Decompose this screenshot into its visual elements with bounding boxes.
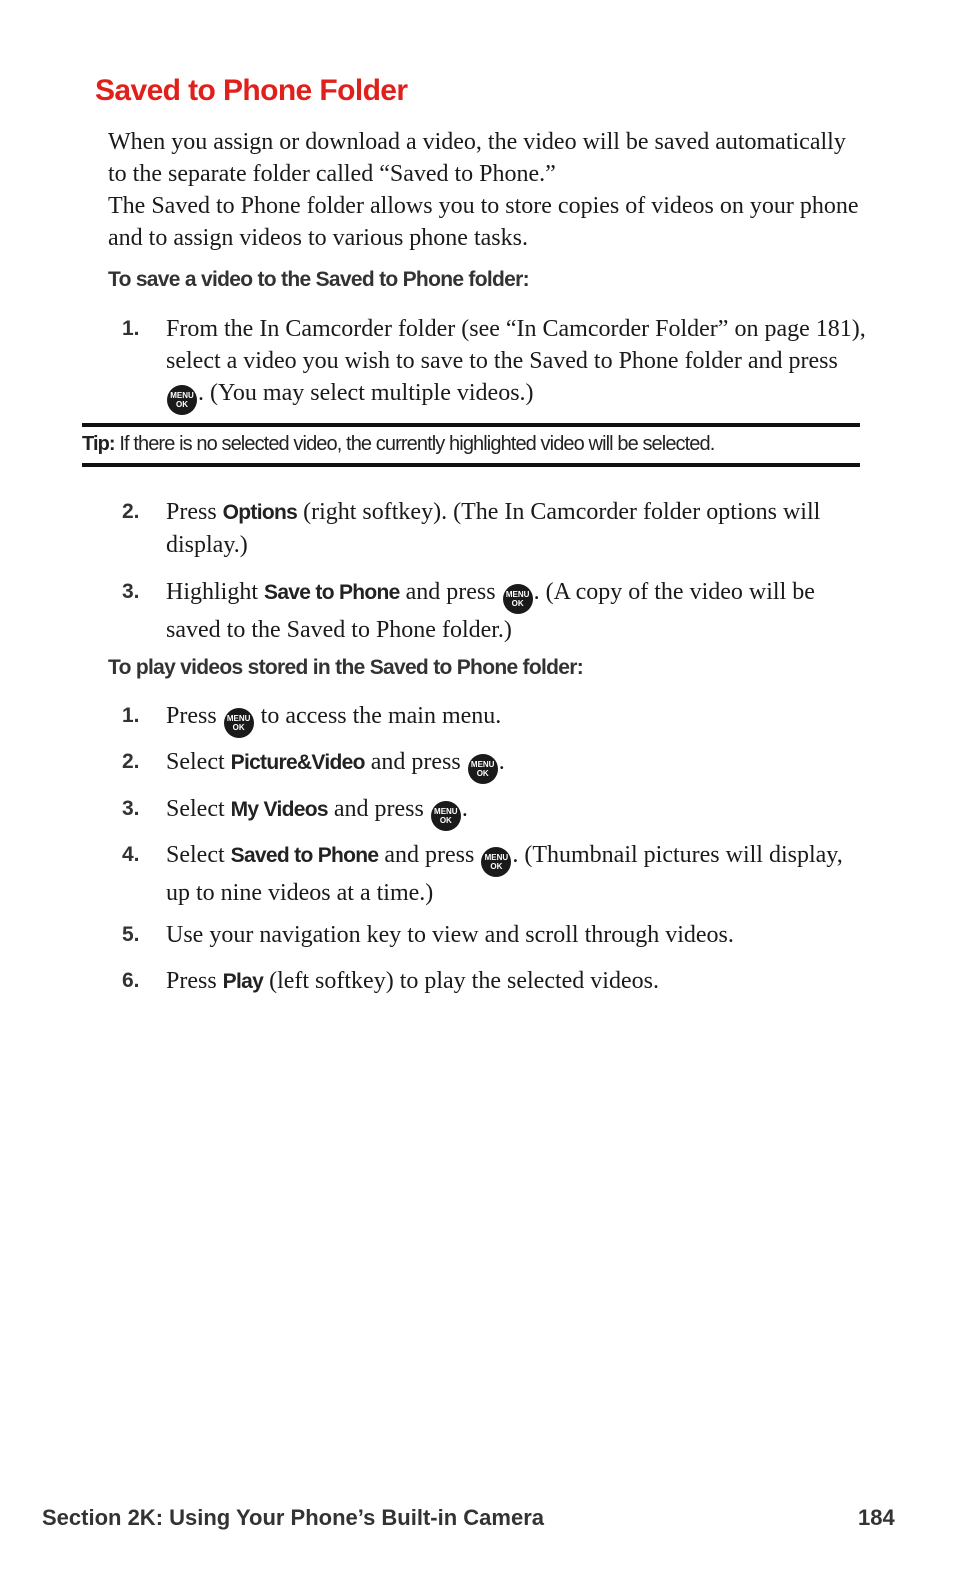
step-number: 1. — [122, 317, 140, 340]
intro-paragraph-2: The Saved to Phone folder allows you to store copies of videos on your phone and to assign videos to various phone tasks. — [108, 193, 859, 251]
step-text: Press Play (left softkey) to play the selected videos. — [166, 968, 659, 994]
picture-video-label: Picture&Video — [230, 751, 365, 774]
step-text: Press Options (right softkey). (The In Camcorder folder options will display.) — [166, 499, 821, 558]
step-number: 2. — [122, 500, 140, 523]
step-number: 4. — [122, 843, 140, 866]
tip-box — [82, 423, 860, 467]
step-text: Highlight Save to Phone and press MENU OK . (A copy of the video will be saved to the Saved to Phone folder.) — [166, 579, 815, 643]
step-text: Select Picture&Video and press MENU OK . — [166, 746, 866, 784]
play-softkey-label: Play — [222, 970, 264, 993]
play-section-heading: To play videos stored in the Saved to Phone folder: — [108, 656, 583, 679]
options-softkey-label: Options — [222, 501, 298, 524]
step-text: Select Saved to Phone and press MENU OK . (Thumbnail pictures will display, up to nine videos at a time.) — [166, 842, 843, 906]
menu-ok-key-icon: MENU OK — [431, 801, 461, 831]
step-number: 3. — [122, 797, 140, 820]
menu-ok-key-icon: MENU OK — [224, 708, 254, 738]
page-title: Saved to Phone Folder — [95, 74, 408, 107]
intro-text — [108, 126, 868, 254]
menu-ok-key-icon: MENU OK — [468, 754, 498, 784]
step-text: Press MENU OK to access the main menu. — [166, 700, 866, 738]
intro-paragraph-1: When you assign or download a video, the video will be saved automatically to the separate folder called “Saved to Phone.” — [108, 129, 846, 187]
save-to-phone-label: Save to Phone — [264, 581, 400, 604]
menu-ok-key-icon: MENU OK — [503, 584, 533, 614]
step-text: Select My Videos and press MENU OK . — [166, 793, 866, 831]
footer-section-title: Section 2K: Using Your Phone’s Built-in Camera — [42, 1505, 545, 1530]
step-number: 6. — [122, 969, 140, 992]
my-videos-label: My Videos — [230, 798, 328, 821]
menu-ok-key-icon: MENU OK — [481, 847, 511, 877]
save-section-heading: To save a video to the Saved to Phone folder: — [108, 268, 529, 291]
saved-to-phone-label: Saved to Phone — [230, 844, 379, 867]
footer-page-number: 184 — [858, 1505, 895, 1530]
step-number: 2. — [122, 750, 140, 773]
tip-text: Tip: If there is no selected video, the currently highlighted video will be selected. — [82, 433, 715, 455]
step-number: 1. — [122, 704, 140, 727]
tip-label: Tip: — [82, 433, 115, 455]
step-number: 5. — [122, 923, 140, 946]
step-text: From the In Camcorder folder (see “In Camcorder Folder” on page 181), select a video you wish to save to the Saved to Phone folder and press MENU OK . (You may select multiple videos.) — [166, 313, 866, 415]
menu-ok-key-icon: MENU OK — [167, 385, 197, 415]
step-text: Use your navigation key to view and scroll through videos. — [166, 922, 734, 948]
step-number: 3. — [122, 580, 140, 603]
